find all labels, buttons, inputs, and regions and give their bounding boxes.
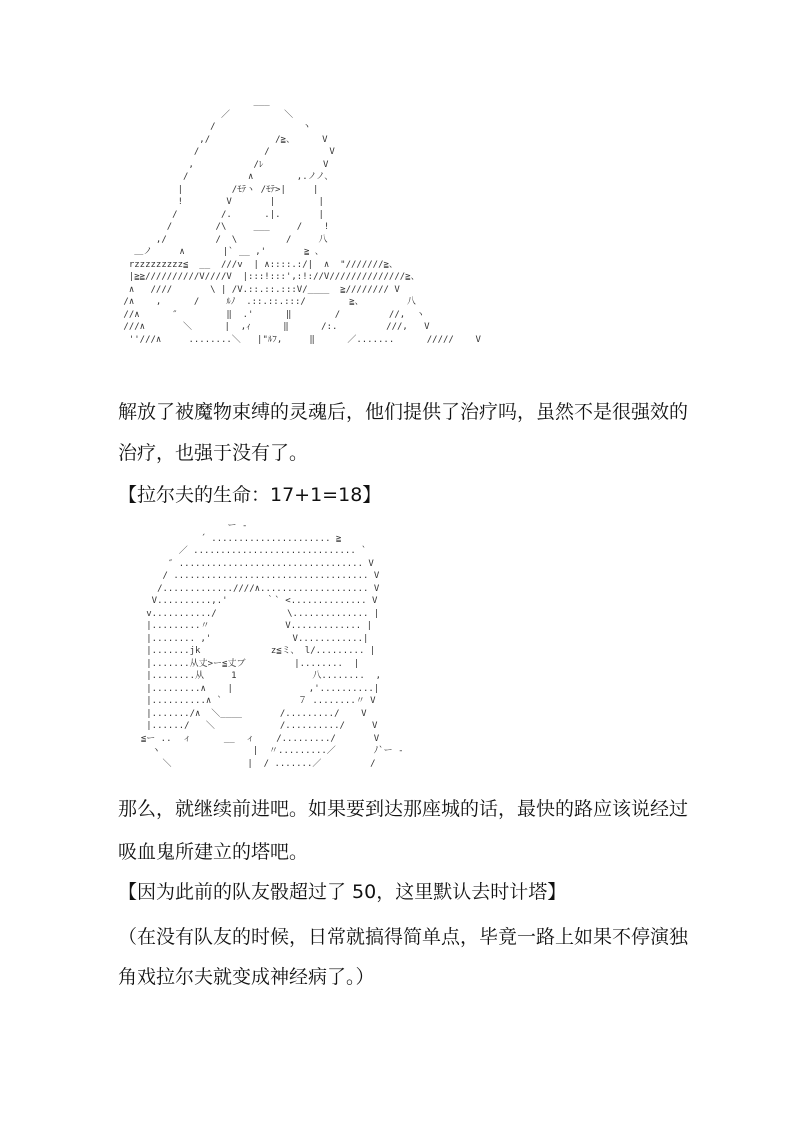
paragraph-1-line-2: 治疗，也强于没有了。 [118, 442, 309, 464]
paragraph-4-line-2: 角戏拉尔夫就变成神经病了。） [118, 966, 375, 988]
ascii-art-figure-face: ー - ´ ...................... ≧ ／ .............................. ` ″ .................................. V / .................................... V /.............////∧.................... V V..........,.' ｀` <.............. V v.........../ \.............. | |.........〃 V............. | |........ ,' V............| |.......jk z≦ミ、 l/......... | |.......从丈>ー≦丈ブ |........ | |........从 1 八........ , |.........∧ | ,'..........| |..........∧ ` ７ ........〃 V |......./∧ ＼____ /........./ V |....../ ＼ /........../ V ≦ー .. ィ __ ィ /........./ V ヽ | 〃.........／ ﾉ`ー - ＼ | / .......／ / [140, 521, 404, 769]
paragraph-1-line-1: 解放了被魔物束缚的灵魂后，他们提供了治疗吗，虽然不是很强效的 [118, 401, 689, 423]
paragraph-2-line-1: 那么，就继续前进吧。如果要到达那座城的话，最快的路应该说经过 [118, 798, 689, 820]
paragraph-2-line-2: 吸血鬼所建立的塔吧。 [118, 841, 309, 863]
life-stat-line: 【拉尔夫的生命：17+1=18】 [118, 484, 382, 506]
paragraph-4-line-1: （在没有队友的时候，日常就搞得简单点，毕竟一路上如果不停演独 [118, 926, 689, 948]
dice-note-line: 【因为此前的队友骰超过了 50，这里默认去时计塔】 [118, 881, 567, 903]
ascii-art-figure-top: ___ ／ ＼ / ヽ ,/ /≧、 V / / V , /ﾚ V / ∧ ,.ノノ、 | /ﾓﾃヽ /ﾓﾃ>| | ! V | | / /. .|. | / /\ ___ / ! ,/ / \ / 八 ＿ノ ∧ |` __ ,' ≧ 、 rzzzzzzzzz≦ __ ///v | ∧::::.:/| ∧ "///////≧、 |≧≧//////////V////V |:::!:::',:!://V//////////////≧、 ∧ //// \ | /V.::.::.:::V/____ ≧//////// V /∧ , / ﾙﾉ .::.::.:::/ ≧、 八 //∧ ″ ‖ .' ‖ / //, ヽ ///∧ ＼ | ,ｨ ‖ /:. ///, V ''///∧ ........＼ |"ﾙﾌ, ‖ ／....... ///// V [123, 97, 481, 345]
